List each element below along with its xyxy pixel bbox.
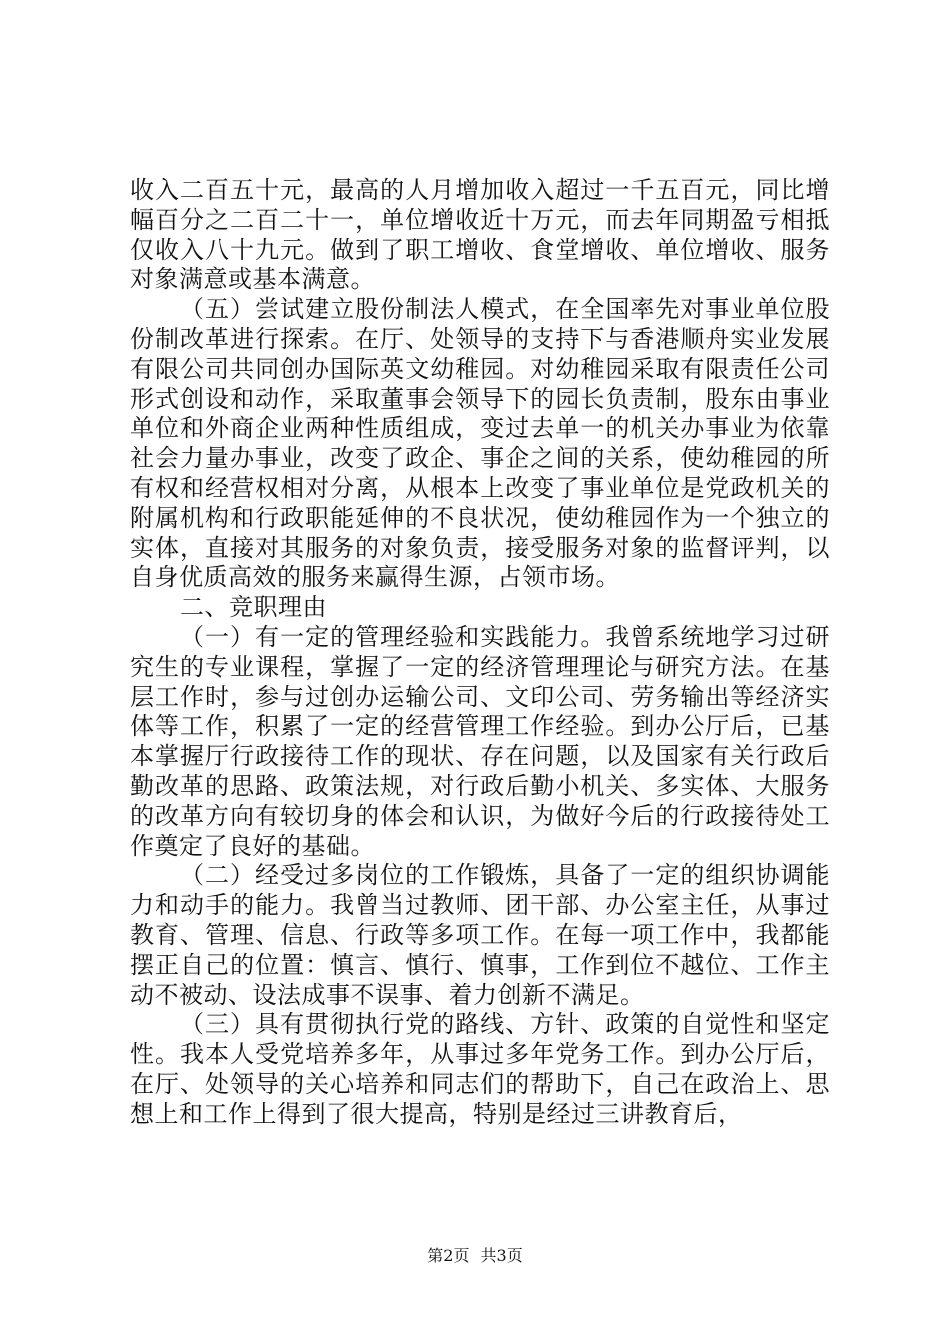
document-body [130, 176, 830, 1130]
page-total: 共3页 [480, 1246, 523, 1265]
paragraph-4: （二）经受过多岗位的工作锻炼，具备了一定的组织协调能力和动手的能力。我曾当过教师、团干部、办公室主任，从事过教育、管理、信息、行政等多项工作。在每一项工作中，我都能摆正自己的位置：慎言、慎行、慎事，工作到位不越位、工作主动不被动、设法成事不误事、着力创新不满足。 [130, 861, 830, 1009]
section-heading: 二、竞职理由 [180, 593, 327, 622]
paragraph-5: （三）具有贯彻执行党的路线、方针、政策的自觉性和坚定性。我本人受党培养多年，从事过多年党务工作。到办公厅后，在厅、处领导的关心培养和同志们的帮助下，自己在政治上、思想上和工作上得到了很大提高，特别是经过三讲教育后， [130, 1010, 830, 1128]
page-number: 第2页 [427, 1246, 470, 1265]
page-footer [0, 1243, 950, 1266]
paragraph-2: （五）尝试建立股份制法人模式，在全国率先对事业单位股份制改革进行探索。在厅、处领导的支持下与香港顺舟实业发展有限公司共同创办国际英文幼稚园。对幼稚园采取有限责任公司形式创设和动作，采取董事会领导下的园长负责制，股东由事业单位和外商企业两种性质组成，变过去单一的机关办事业为依靠社会力量办事业，改变了政企、事企之间的关系，使幼稚园的所有权和经营权相对分离，从根本上改变了事业单位是党政机关的附属机构和行政职能延伸的不良状况，使幼稚园作为一个独立的实体，直接对其服务的对象负责，接受服务对象的监督评判，以自身优质高效的服务来赢得生源，占领市场。 [130, 295, 830, 592]
paragraph-1: 收入二百五十元，最高的人月增加收入超过一千五百元，同比增幅百分之二百二十一，单位增收近十万元，而去年同期盈亏相抵仅收入八十九元。做到了职工增收、食堂增收、单位增收、服务对象满意或基本满意。 [130, 176, 830, 294]
paragraph-3: （一）有一定的管理经验和实践能力。我曾系统地学习过研究生的专业课程，掌握了一定的经济管理理论与研究方法。在基层工作时，参与过创办运输公司、文印公司、劳务输出等经济实体等工作，积累了一定的经营管理工作经验。到办公厅后，已基本掌握厅行政接待工作的现状、存在问题，以及国家有关行政后勤改革的思路、政策法规，对行政后勤小机关、多实体、大服务的改革方向有较切身的体会和认识，为做好今后的行政接待处工作奠定了良好的基础。 [130, 622, 830, 860]
